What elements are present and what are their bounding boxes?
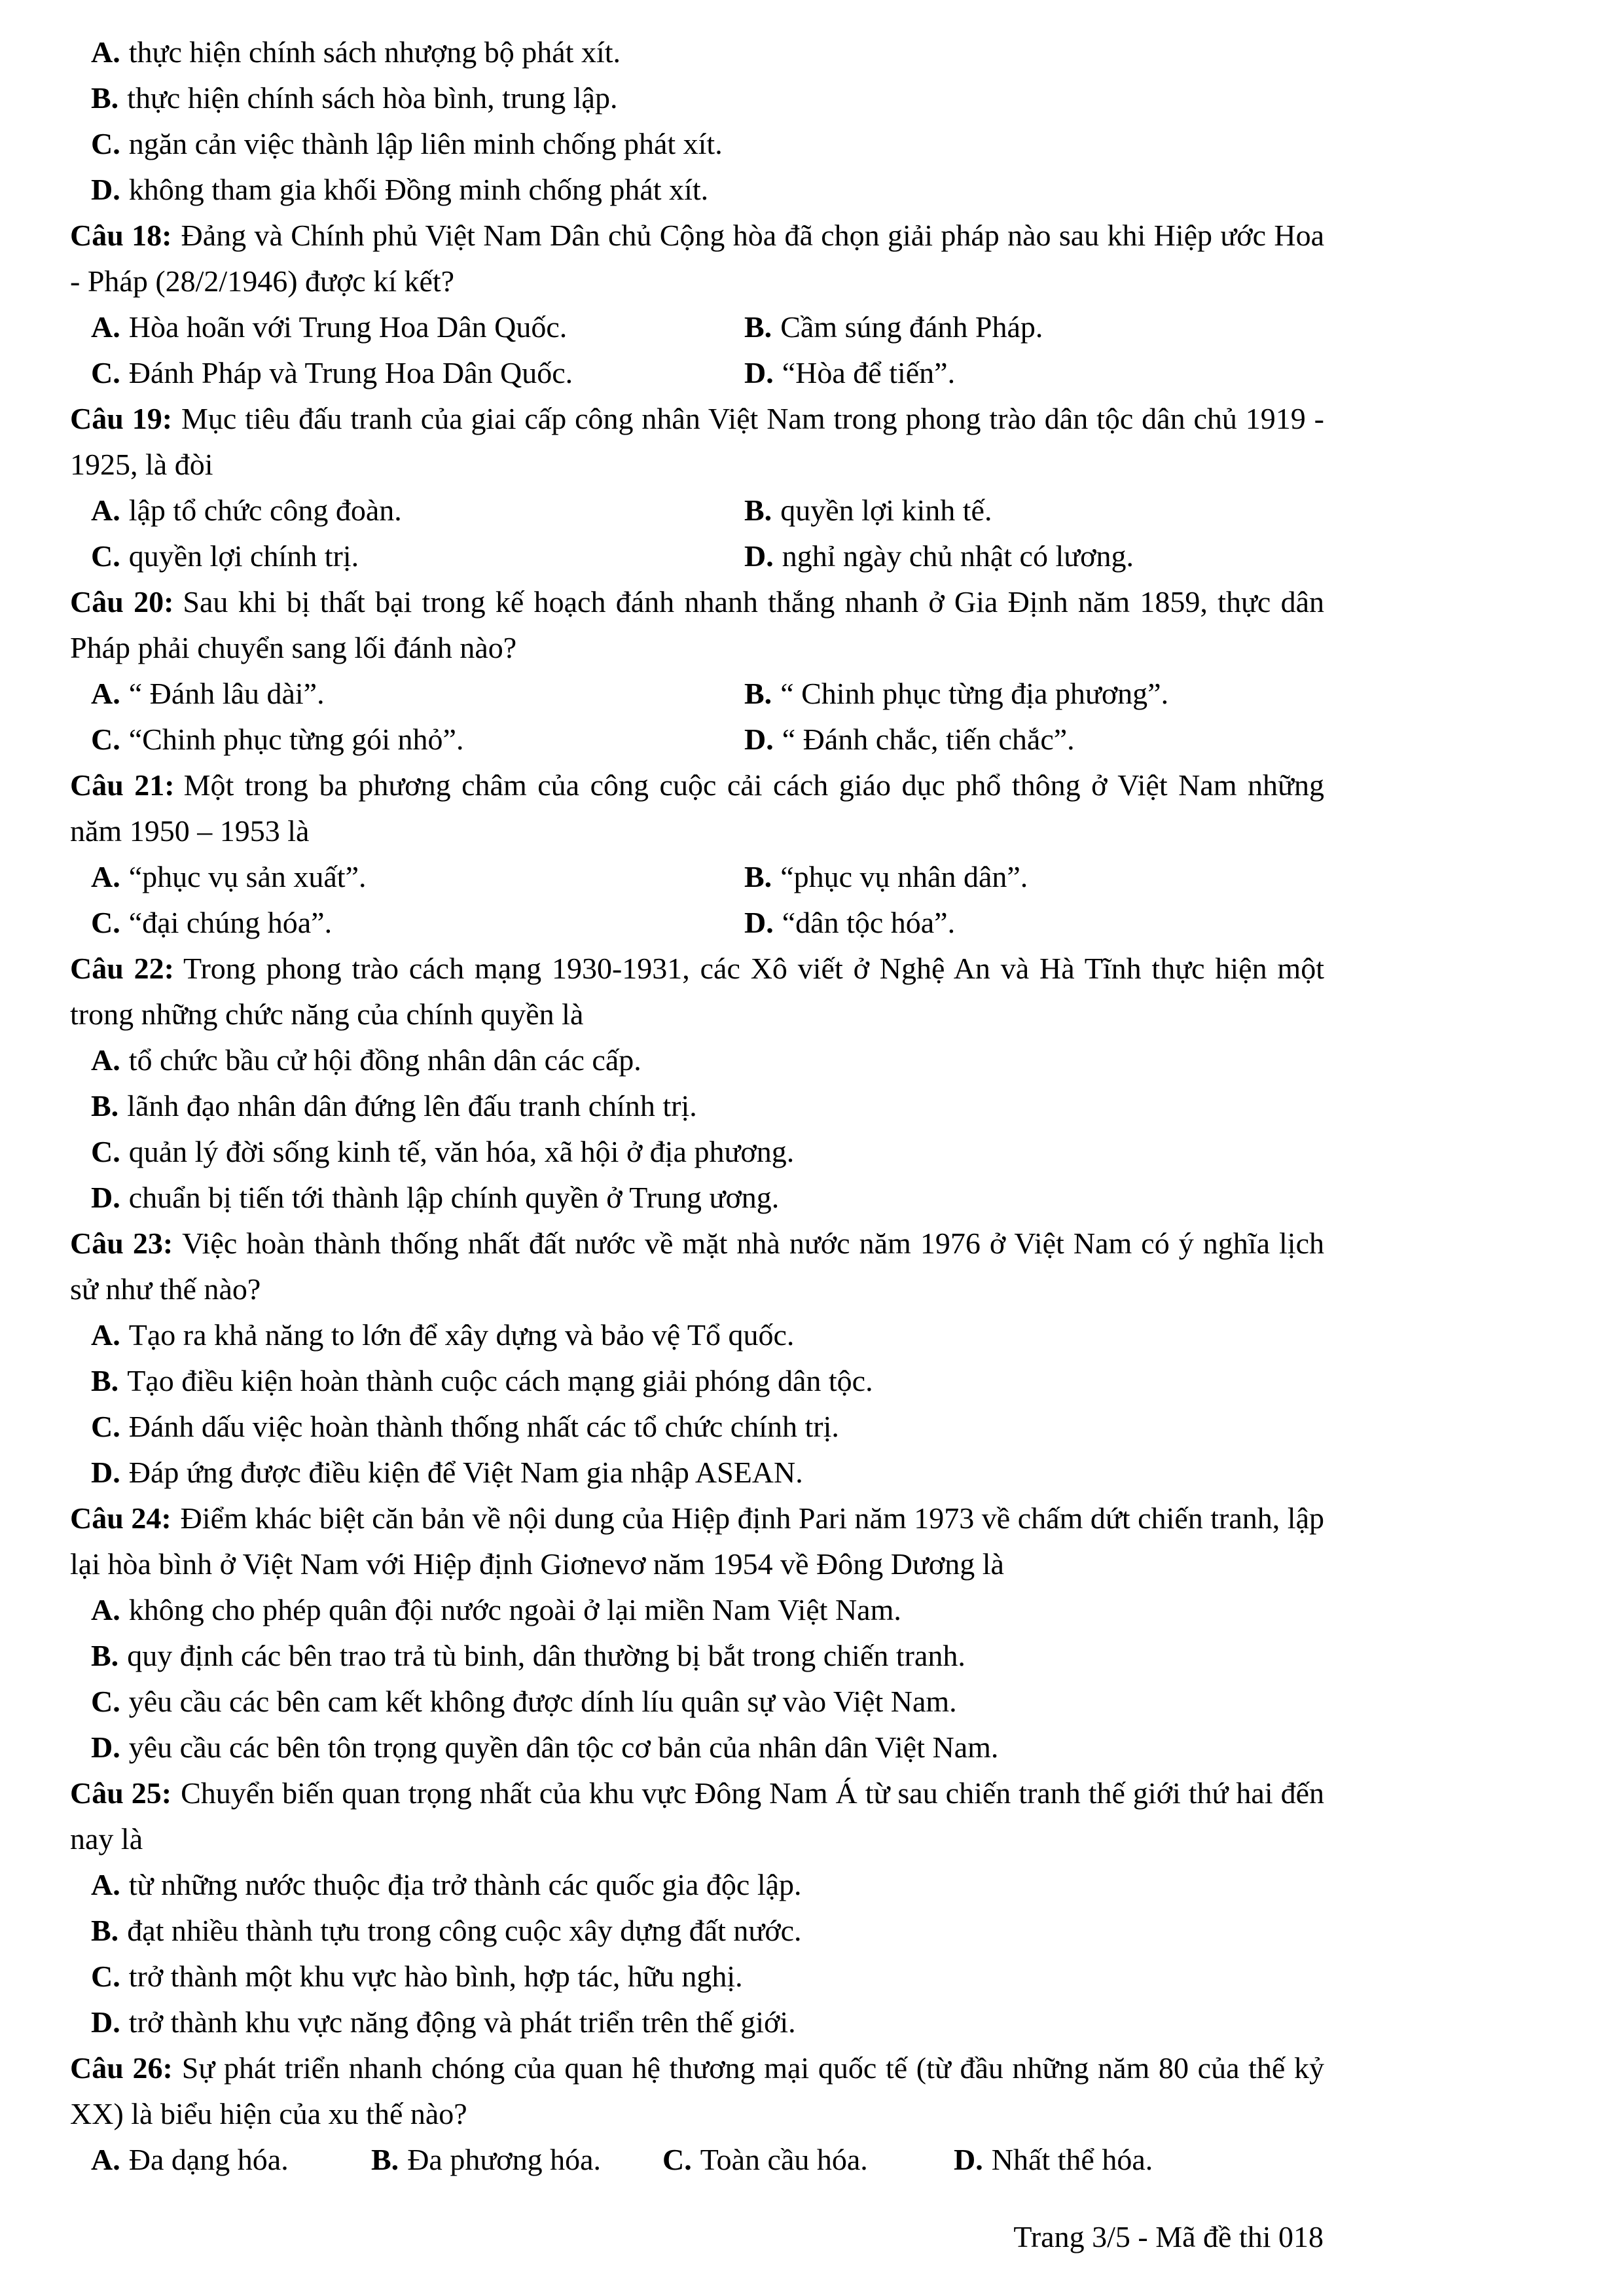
option xyxy=(70,1908,1324,1954)
option-label: C. xyxy=(91,1410,120,1443)
option xyxy=(91,533,744,579)
option-text: không tham gia khối Đồng minh chống phát xít. xyxy=(128,173,709,206)
option xyxy=(744,488,1324,533)
exam-page xyxy=(70,29,1324,2183)
options-row xyxy=(70,304,1324,350)
option xyxy=(91,671,744,717)
question-number: Câu 20: xyxy=(70,585,174,619)
option xyxy=(744,304,1324,350)
option-text: quản lý đời sống kinh tế, văn hóa, xã hội ở địa phương. xyxy=(128,1135,795,1168)
option-text: “phục vụ sản xuất”. xyxy=(128,860,367,893)
option-label: D. xyxy=(91,1731,120,1764)
option-text: “ Đánh chắc, tiến chắc”. xyxy=(782,723,1075,756)
question-stem xyxy=(70,1496,1324,1587)
question-number: Câu 26: xyxy=(70,2051,173,2085)
options-row xyxy=(70,854,1324,900)
option xyxy=(91,488,744,533)
option-label: A. xyxy=(91,1318,120,1352)
option-text: trở thành khu vực năng động và phát triển trên thế giới. xyxy=(128,2005,796,2039)
option xyxy=(744,533,1324,579)
question-21 xyxy=(70,762,1324,946)
page-footer: Trang 3/5 - Mã đề thi 018 xyxy=(1013,2220,1324,2253)
question-number: Câu 22: xyxy=(70,952,174,985)
option xyxy=(744,350,1324,396)
option-text: Cầm súng đánh Pháp. xyxy=(780,310,1043,344)
question-stem xyxy=(70,213,1324,304)
option-label: D. xyxy=(744,356,774,389)
question-number: Câu 23: xyxy=(70,1227,173,1260)
option-label: C. xyxy=(91,356,120,389)
option xyxy=(91,350,744,396)
option-text: quyền lợi chính trị. xyxy=(128,539,359,573)
option-label: C. xyxy=(91,1135,120,1168)
option-text: Tạo ra khả năng to lớn để xây dựng và bảo vệ Tổ quốc. xyxy=(128,1318,795,1352)
option-label: C. xyxy=(91,906,120,939)
option xyxy=(91,854,744,900)
question-18 xyxy=(70,213,1324,396)
question-text: Mục tiêu đấu tranh của giai cấp công nhân Việt Nam trong phong trào dân tộc dân chủ 1919 - 1925, là đòi xyxy=(70,402,1325,481)
question-stem xyxy=(70,396,1324,488)
question-26 xyxy=(70,2045,1324,2183)
option-text: “đại chúng hóa”. xyxy=(128,906,333,939)
option-label: B. xyxy=(744,493,772,527)
option-text: đạt nhiều thành tựu trong công cuộc xây dựng đất nước. xyxy=(127,1914,802,1947)
question-number: Câu 25: xyxy=(70,1776,172,1810)
option xyxy=(954,2137,1324,2183)
question-number: Câu 24: xyxy=(70,1501,171,1535)
option-text: trở thành một khu vực hào bình, hợp tác, hữu nghị. xyxy=(128,1960,743,1993)
option-text: thực hiện chính sách nhượng bộ phát xít. xyxy=(128,35,621,69)
option-label: B. xyxy=(91,1364,119,1397)
option-label: C. xyxy=(91,127,120,160)
option-label: C. xyxy=(91,1685,120,1718)
option xyxy=(70,1129,1324,1175)
option-label: D. xyxy=(744,539,774,573)
option-text: thực hiện chính sách hòa bình, trung lập. xyxy=(127,81,618,115)
option-label: A. xyxy=(91,1868,120,1901)
option-label: D. xyxy=(91,2005,120,2039)
option xyxy=(744,900,1324,946)
option-label: A. xyxy=(91,1593,120,1626)
option-text: Đáp ứng được điều kiện để Việt Nam gia nhập ASEAN. xyxy=(128,1456,803,1489)
option xyxy=(70,1404,1324,1450)
option xyxy=(91,717,744,762)
option-text: “Hòa để tiến”. xyxy=(782,356,956,389)
option-text: ngăn cản việc thành lập liên minh chống phát xít. xyxy=(128,127,723,160)
option xyxy=(744,717,1324,762)
option xyxy=(70,1862,1324,1908)
options-row xyxy=(70,2137,1324,2183)
question-22 xyxy=(70,946,1324,1221)
option-label: A. xyxy=(91,1043,120,1077)
option-text: “ Đánh lâu dài”. xyxy=(128,677,325,710)
option-text: Đánh dấu việc hoàn thành thống nhất các tổ chức chính trị. xyxy=(128,1410,839,1443)
option xyxy=(70,1954,1324,2000)
option-label: B. xyxy=(91,1089,119,1122)
options-row xyxy=(70,488,1324,533)
option xyxy=(70,1587,1324,1633)
option-text: nghỉ ngày chủ nhật có lương. xyxy=(782,539,1134,573)
option-text: không cho phép quân đội nước ngoài ở lại miền Nam Việt Nam. xyxy=(128,1593,901,1626)
question-number: Câu 21: xyxy=(70,768,175,802)
option-text: yêu cầu các bên tôn trọng quyền dân tộc cơ bản của nhân dân Việt Nam. xyxy=(128,1731,999,1764)
option-text: Đa dạng hóa. xyxy=(128,2143,289,2176)
option xyxy=(91,2137,371,2183)
option-text: lập tổ chức công đoàn. xyxy=(128,493,402,527)
option-label: C. xyxy=(91,1960,120,1993)
option-text: Đánh Pháp và Trung Hoa Dân Quốc. xyxy=(128,356,573,389)
option-text: Tạo điều kiện hoàn thành cuộc cách mạng giải phóng dân tộc. xyxy=(127,1364,873,1397)
option xyxy=(70,29,1324,75)
option-text: “phục vụ nhân dân”. xyxy=(780,860,1028,893)
question-number: Câu 18: xyxy=(70,219,172,252)
option-label: D. xyxy=(91,1181,120,1214)
question-text: Sự phát triển nhanh chóng của quan hệ thương mại quốc tế (từ đầu những năm 80 của thế kỷ XX) là biểu hiện của xu thế nào? xyxy=(70,2051,1324,2130)
option xyxy=(70,1312,1324,1358)
option-label: B. xyxy=(744,677,772,710)
question-24 xyxy=(70,1496,1324,1770)
option-label: A. xyxy=(91,860,120,893)
option xyxy=(70,75,1324,121)
option-label: C. xyxy=(91,539,120,573)
option xyxy=(70,121,1324,167)
option-text: Hòa hoãn với Trung Hoa Dân Quốc. xyxy=(128,310,568,344)
question-text: Điểm khác biệt căn bản về nội dung của Hiệp định Pari năm 1973 về chấm dứt chiến tranh, lập lại hòa bình ở Việt Nam với Hiệp định Giơnevơ năm 1954 về Đông Dương là xyxy=(70,1501,1325,1581)
option-text: tổ chức bầu cử hội đồng nhân dân các cấp. xyxy=(128,1043,641,1077)
option-text: Đa phương hóa. xyxy=(407,2143,601,2176)
option-label: B. xyxy=(91,81,119,115)
option-label: C. xyxy=(91,723,120,756)
option-text: Toàn cầu hóa. xyxy=(700,2143,868,2176)
question-20 xyxy=(70,579,1324,762)
option xyxy=(70,1725,1324,1770)
option xyxy=(70,1679,1324,1725)
option-text: chuẩn bị tiến tới thành lập chính quyền ở Trung ương. xyxy=(128,1181,780,1214)
option-text: yêu cầu các bên cam kết không được dính líu quân sự vào Việt Nam. xyxy=(128,1685,957,1718)
option xyxy=(70,167,1324,213)
question-text: Đảng và Chính phủ Việt Nam Dân chủ Cộng hòa đã chọn giải pháp nào sau khi Hiệp ước Hoa - Pháp (28/2/1946) được kí kết? xyxy=(70,219,1324,298)
option xyxy=(70,1175,1324,1221)
option-text: quy định các bên trao trả tù binh, dân thường bị bắt trong chiến tranh. xyxy=(127,1639,965,1672)
option xyxy=(70,2000,1324,2045)
question-number: Câu 19: xyxy=(70,402,173,435)
options-row xyxy=(70,717,1324,762)
option-label: B. xyxy=(371,2143,399,2176)
option-label: D. xyxy=(954,2143,983,2176)
option xyxy=(91,900,744,946)
option-label: A. xyxy=(91,677,120,710)
question-stem xyxy=(70,579,1324,671)
option-label: B. xyxy=(91,1639,119,1672)
question-stem xyxy=(70,946,1324,1037)
option xyxy=(70,1450,1324,1496)
option-label: C. xyxy=(662,2143,692,2176)
option xyxy=(744,671,1324,717)
question-19 xyxy=(70,396,1324,579)
question-25 xyxy=(70,1770,1324,2045)
option-label: A. xyxy=(91,493,120,527)
question-text: Trong phong trào cách mạng 1930-1931, các Xô viết ở Nghệ An và Hà Tĩnh thực hiện một trong những chức năng của chính quyền là xyxy=(70,952,1324,1031)
question-stem xyxy=(70,1221,1324,1312)
option-text: từ những nước thuộc địa trở thành các quốc gia độc lập. xyxy=(128,1868,802,1901)
question-stem xyxy=(70,1770,1324,1862)
question-text: Một trong ba phương châm của công cuộc cải cách giáo dục phổ thông ở Việt Nam những năm 1950 – 1953 là xyxy=(70,768,1324,848)
option-label: A. xyxy=(91,35,120,69)
option-label: D. xyxy=(744,723,774,756)
option-label: B. xyxy=(744,860,772,893)
option-text: lãnh đạo nhân dân đứng lên đấu tranh chính trị. xyxy=(127,1089,697,1122)
option xyxy=(744,854,1324,900)
options-row xyxy=(70,671,1324,717)
option xyxy=(662,2137,954,2183)
option xyxy=(70,1037,1324,1083)
option-label: D. xyxy=(91,173,120,206)
question-23 xyxy=(70,1221,1324,1496)
option-label: A. xyxy=(91,2143,120,2176)
option-text: quyền lợi kinh tế. xyxy=(780,493,992,527)
option-text: “dân tộc hóa”. xyxy=(782,906,956,939)
options-row xyxy=(70,350,1324,396)
option-label: B. xyxy=(91,1914,119,1947)
option xyxy=(70,1358,1324,1404)
option xyxy=(70,1633,1324,1679)
option-label: B. xyxy=(744,310,772,344)
question-text: Việc hoàn thành thống nhất đất nước về mặt nhà nước năm 1976 ở Việt Nam có ý nghĩa lịch sử như thế nào? xyxy=(70,1227,1325,1306)
option-label: D. xyxy=(91,1456,120,1489)
question-text: Sau khi bị thất bại trong kế hoạch đánh nhanh thắng nhanh ở Gia Định năm 1859, thực dân Pháp phải chuyển sang lối đánh nào? xyxy=(70,585,1324,664)
option-text: “Chinh phục từng gói nhỏ”. xyxy=(128,723,464,756)
option-text: Nhất thể hóa. xyxy=(991,2143,1153,2176)
question-stem xyxy=(70,762,1324,854)
options-row xyxy=(70,900,1324,946)
question-stem xyxy=(70,2045,1324,2137)
option-label: A. xyxy=(91,310,120,344)
option xyxy=(91,304,744,350)
option-text: “ Chinh phục từng địa phương”. xyxy=(780,677,1169,710)
option xyxy=(70,1083,1324,1129)
option-label: D. xyxy=(744,906,774,939)
question-text: Chuyển biến quan trọng nhất của khu vực Đông Nam Á từ sau chiến tranh thế giới thứ hai đến nay là xyxy=(70,1776,1324,1856)
option xyxy=(371,2137,662,2183)
options-row xyxy=(70,533,1324,579)
